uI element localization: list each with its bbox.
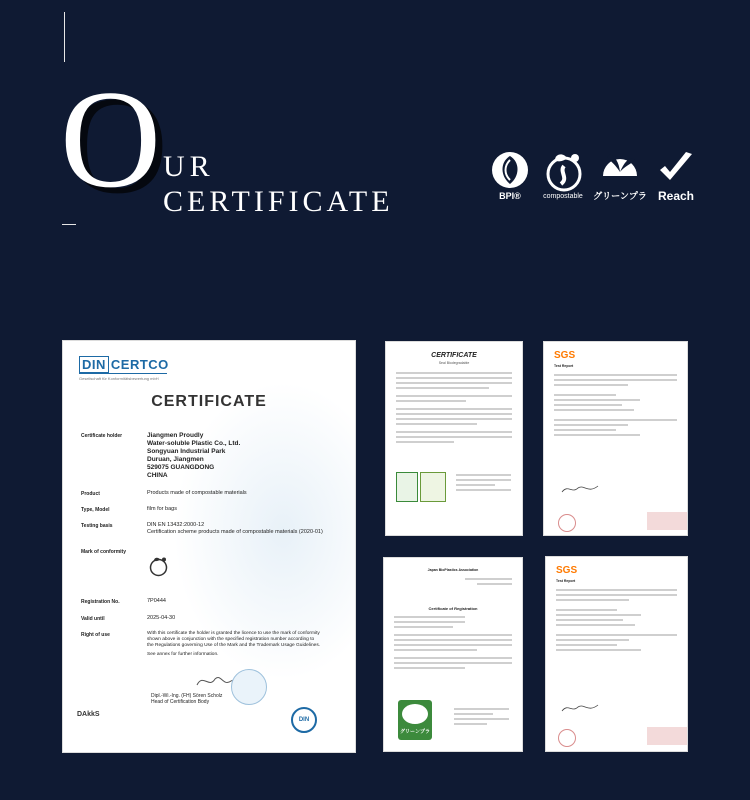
jbpa-org: Japan BioPlastics Association: [427, 568, 479, 572]
sgs1-signature-icon: [560, 482, 600, 496]
seedling-icon: [541, 150, 585, 192]
sgs2-stamp: [558, 729, 576, 747]
din-certco-logo: DIN CERTCO Gesellschaft für Konformitätsbewertung mbH: [79, 357, 169, 381]
registration-label: Registration No.: [81, 599, 120, 605]
vertical-divider: [64, 12, 65, 62]
certificate-title: CERTIFICATE: [151, 393, 267, 410]
green-pla-label: グリーンプラ: [593, 191, 647, 201]
product-label: Product: [81, 491, 100, 497]
heading-line-1: UR: [163, 150, 215, 183]
bpi-badge: [396, 472, 418, 502]
sgs2-signature-icon: [560, 701, 600, 715]
seal-stamp: [231, 669, 267, 705]
mark-label: Mark of conformity: [81, 549, 127, 555]
bpi-icon: [490, 150, 530, 190]
heading-big-letter: O: [60, 62, 162, 217]
sgs1-logo: SGS: [554, 350, 576, 361]
short-divider: [62, 224, 76, 225]
heading-line-2: CERTIFICATE: [163, 185, 394, 218]
testing-value: DIN EN 13432:2000-12 Certification scheme products made of compostable materials (2020-01): [147, 522, 323, 535]
green-pla-logo: [589, 150, 651, 210]
type-value: film for bags: [147, 506, 177, 512]
valid-label: Valid until: [81, 616, 105, 622]
testing-label: Testing basis: [81, 523, 113, 529]
compostable-label: compostable: [543, 193, 583, 200]
valid-value: 2025-04-30: [147, 615, 176, 621]
jbpa-title: Certificate of Registration: [428, 606, 478, 611]
seedling-mark-icon: [147, 555, 169, 577]
sgs1-label: Test Report: [554, 364, 574, 368]
sprout-icon: [599, 150, 641, 188]
holder-value: Jiangmen Proudly Water-soluble Plastic Co., Ltd. Songyuan Industrial Park Duruan, Jiangmen 529075 GUANGDONG CHINA: [147, 432, 241, 479]
signatory: Dipl.-Wi.-Ing. (FH) Sören Scholz Head of Certification Body: [151, 693, 223, 705]
green-pla-badge: [398, 700, 432, 740]
reach-logo: [645, 150, 707, 210]
compostable-logo: [532, 150, 594, 210]
sgs2-red-strip: [647, 727, 687, 745]
sgs-test-report-1: [544, 342, 687, 535]
cert2-subtitle: Seal Biodegradable: [438, 361, 470, 365]
right-of-use-value: With this certificate the holder is granted the licence to use the mark of conformity shown above in conjunction with the specified registration number according to the Regulations governing Use of the Mark and the Trademark Usage Guidelines. See annex for further information.: [147, 631, 321, 657]
sgs-test-report-2: [546, 557, 687, 751]
holder-label: Certificate holder: [81, 433, 123, 439]
din-certco-subtitle: Gesellschaft für Konformitätsbewertung mbH: [79, 376, 159, 381]
green-pla-badge-label: グリーンプラ: [400, 729, 430, 735]
dakks-logo: DAkkS: [77, 711, 100, 718]
seal-certificate: [386, 342, 522, 535]
din-logo: DIN: [291, 707, 317, 733]
product-value: Products made of compostable materials: [147, 490, 247, 496]
sgs1-red-strip: [647, 512, 687, 530]
compost-badge: [420, 472, 446, 502]
registration-value: 7P0444: [147, 598, 166, 604]
sgs2-logo: SGS: [556, 565, 578, 576]
din-certco-certificate: [63, 341, 355, 752]
checkmark-icon: [656, 150, 696, 188]
sgs1-stamp: [558, 514, 576, 532]
cert2-title: CERTIFICATE: [431, 352, 477, 359]
reach-label: Reach: [657, 189, 695, 203]
type-label: Type, Model: [81, 507, 110, 513]
bpi-label: BPI®: [499, 191, 521, 201]
jbpa-certificate: [384, 558, 522, 751]
sgs2-label: Test Report: [556, 579, 576, 583]
right-of-use-label: Right of use: [81, 632, 110, 638]
